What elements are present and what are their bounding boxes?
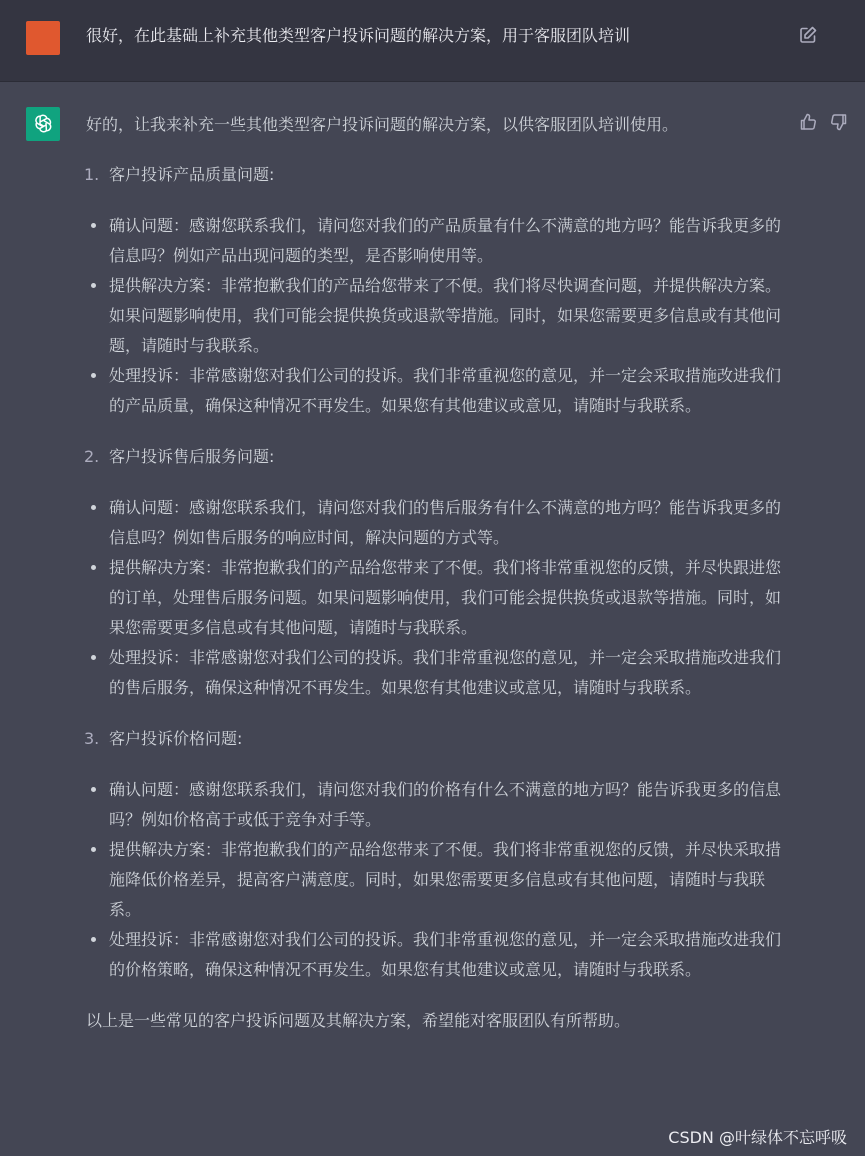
csdn-watermark: CSDN @叶绿体不忘呼吸 [668,1128,847,1147]
list-item: 处理投诉：非常感谢您对我们公司的投诉。我们非常重视您的意见，并一定会采取措施改进我们的售后服务，确保这种情况不再发生。如果您有其他建议或意见，请随时与我联系。 [86,643,786,703]
section-number: 3. [84,729,100,748]
assistant-message [86,110,786,1036]
list-item: 提供解决方案：非常抱歉我们的产品给您带来了不便。我们将尽快调查问题，并提供解决方案。如果问题影响使用，我们可能会提供换货或退款等措施。同时，如果您需要更多信息或有其他问题，请随时与我联系。 [86,271,786,361]
section-after-sales [86,442,786,703]
section-title-text: 客户投诉产品质量问题: [109,165,275,184]
list-item: 确认问题：感谢您联系我们，请问您对我们的价格有什么不满意的地方吗？能告诉我更多的信息吗？例如价格高于或低于竞争对手等。 [86,775,786,835]
section-number: 1. [84,165,100,184]
bullet-list [86,211,786,421]
section-title-text: 客户投诉售后服务问题: [109,447,275,466]
user-message-text: 很好，在此基础上补充其他类型客户投诉问题的解决方案，用于客服团队培训 [86,26,631,45]
section-title-text: 客户投诉价格问题: [109,729,243,748]
section-title [86,724,786,754]
list-item: 确认问题：感谢您联系我们，请问您对我们的售后服务有什么不满意的地方吗？能告诉我更多的信息吗？例如售后服务的响应时间，解决问题的方式等。 [86,493,786,553]
list-item: 处理投诉：非常感谢您对我们公司的投诉。我们非常重视您的意见，并一定会采取措施改进我们的产品质量，确保这种情况不再发生。如果您有其他建议或意见，请随时与我联系。 [86,361,786,421]
assistant-avatar [26,107,60,141]
list-item: 确认问题：感谢您联系我们，请问您对我们的产品质量有什么不满意的地方吗？能告诉我更多的信息吗？例如产品出现问题的类型，是否影响使用等。 [86,211,786,271]
assistant-outro: 以上是一些常见的客户投诉问题及其解决方案，希望能对客服团队有所帮助。 [86,1011,631,1030]
list-item: 提供解决方案：非常抱歉我们的产品给您带来了不便。我们将非常重视您的反馈，并尽快跟进您的订单，处理售后服务问题。如果问题影响使用，我们可能会提供换货或退款等措施。同时，如果您需要更多信息或有其他问题，请随时与我联系。 [86,553,786,643]
list-item: 处理投诉：非常感谢您对我们公司的投诉。我们非常重视您的意见，并一定会采取措施改进我们的价格策略，确保这种情况不再发生。如果您有其他建议或意见，请随时与我联系。 [86,925,786,985]
assistant-intro: 好的，让我来补充一些其他类型客户投诉问题的解决方案，以供客服团队培训使用。 [86,115,679,134]
section-title [86,160,786,190]
section-price [86,724,786,985]
section-product-quality [86,160,786,421]
section-title [86,442,786,472]
thumbs-down-icon[interactable] [829,112,849,132]
section-number: 2. [84,447,100,466]
openai-logo-icon [31,112,55,136]
thumbs-up-icon[interactable] [798,112,818,132]
edit-icon[interactable] [798,25,818,45]
user-message-row [0,0,865,82]
bullet-list [86,493,786,703]
list-item: 提供解决方案：非常抱歉我们的产品给您带来了不便。我们将非常重视您的反馈，并尽快采取措施降低价格差异，提高客户满意度。同时，如果您需要更多信息或有其他问题，请随时与我联系。 [86,835,786,925]
bullet-list [86,775,786,985]
user-avatar [26,21,60,55]
